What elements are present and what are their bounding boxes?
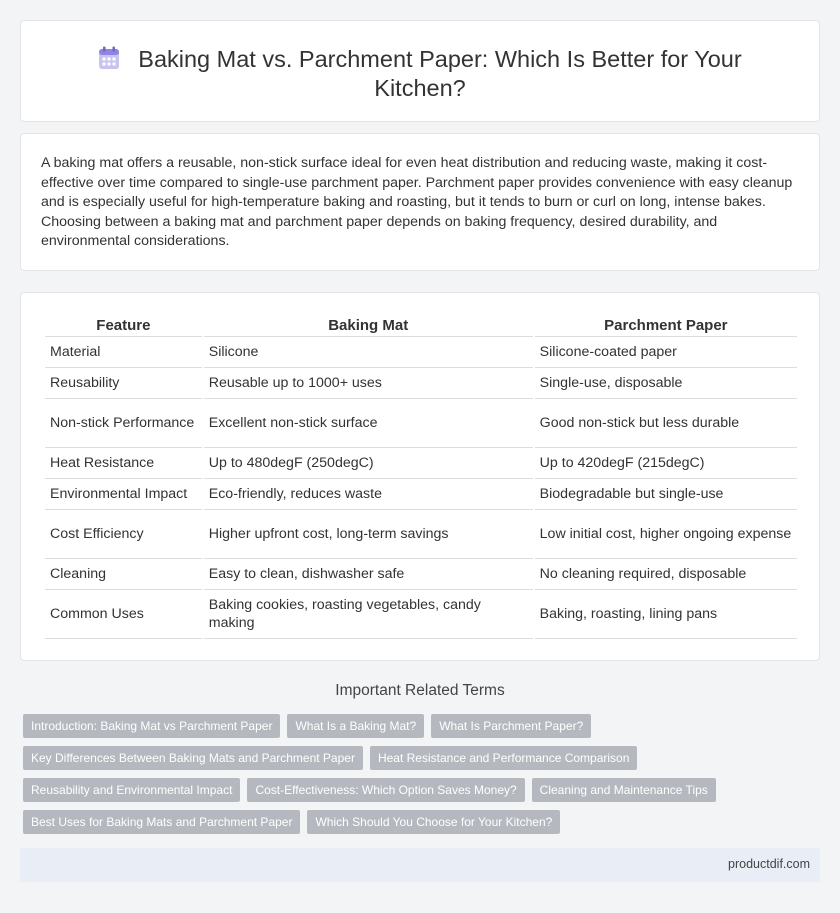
- related-term-tag[interactable]: Best Uses for Baking Mats and Parchment Paper: [23, 810, 300, 834]
- feature-cell: Material: [45, 337, 202, 368]
- header-card: [20, 20, 820, 122]
- header-parchment-paper: Parchment Paper: [535, 315, 797, 337]
- feature-cell: Environmental Impact: [45, 479, 202, 510]
- parchment-cell: Baking, roasting, lining pans: [535, 590, 797, 639]
- intro-paragraph: A baking mat offers a reusable, non-stick surface ideal for even heat distribution and reducing waste, making it cost-effective over time compared to single-use parchment paper. Parchment paper provides convenience with easy cleanup and is especially useful for high-temperature baking and roasting, but it tends to burn or curl on long, intense bakes. Choosing between a baking mat and parchment paper depends on baking frequency, desired durability, and environmental considerations.: [41, 155, 793, 249]
- related-term-tag[interactable]: Heat Resistance and Performance Comparison: [370, 746, 637, 770]
- related-term-tag[interactable]: Key Differences Between Baking Mats and Parchment Paper: [23, 746, 363, 770]
- page-title-block: [21, 45, 819, 103]
- parchment-cell: Silicone-coated paper: [535, 337, 797, 368]
- baking-mat-cell: Higher upfront cost, long-term savings: [204, 510, 533, 559]
- baking-mat-cell: Eco-friendly, reduces waste: [204, 479, 533, 510]
- parchment-cell: Good non-stick but less durable: [535, 399, 797, 448]
- feature-cell: Heat Resistance: [45, 448, 202, 479]
- related-term-tag[interactable]: Reusability and Environmental Impact: [23, 778, 240, 802]
- parchment-cell: Single-use, disposable: [535, 368, 797, 399]
- comparison-table: [43, 315, 799, 639]
- baking-mat-cell: Easy to clean, dishwasher safe: [204, 559, 533, 590]
- table-row: [45, 368, 797, 399]
- comparison-card: [20, 292, 820, 661]
- table-row: [45, 448, 797, 479]
- header-feature: Feature: [45, 315, 202, 337]
- feature-cell: Common Uses: [45, 590, 202, 639]
- page-title: Baking Mat vs. Parchment Paper: Which Is Better for Your Kitchen?: [138, 46, 742, 101]
- parchment-cell: Up to 420degF (215degC): [535, 448, 797, 479]
- table-row: [45, 337, 797, 368]
- baking-mat-cell: Excellent non-stick surface: [204, 399, 533, 448]
- baking-mat-cell: Baking cookies, roasting vegetables, candy making: [204, 590, 533, 639]
- feature-cell: Cost Efficiency: [45, 510, 202, 559]
- parchment-cell: No cleaning required, disposable: [535, 559, 797, 590]
- related-term-tag[interactable]: Introduction: Baking Mat vs Parchment Paper: [23, 714, 280, 738]
- table-row: [45, 559, 797, 590]
- parchment-cell: Biodegradable but single-use: [535, 479, 797, 510]
- header-baking-mat: Baking Mat: [204, 315, 533, 337]
- parchment-cell: Low initial cost, higher ongoing expense: [535, 510, 797, 559]
- table-row: [45, 590, 797, 639]
- baking-mat-cell: Up to 480degF (250degC): [204, 448, 533, 479]
- baking-mat-cell: Silicone: [204, 337, 533, 368]
- footer-site-link[interactable]: productdif.com: [728, 857, 810, 871]
- footer: [20, 848, 820, 882]
- related-term-tag[interactable]: What Is a Baking Mat?: [287, 714, 424, 738]
- table-header-row: [45, 315, 797, 337]
- related-term-tag[interactable]: Cleaning and Maintenance Tips: [532, 778, 716, 802]
- table-row: [45, 479, 797, 510]
- related-term-tag[interactable]: Cost-Effectiveness: Which Option Saves Money?: [247, 778, 524, 802]
- related-term-tag[interactable]: Which Should You Choose for Your Kitchen?: [307, 810, 560, 834]
- baking-mat-cell: Reusable up to 1000+ uses: [204, 368, 533, 399]
- table-row: [45, 510, 797, 559]
- intro-card: [20, 133, 820, 271]
- related-term-tag[interactable]: What Is Parchment Paper?: [431, 714, 591, 738]
- table-row: [45, 399, 797, 448]
- calendar-icon: [98, 46, 120, 70]
- feature-cell: Cleaning: [45, 559, 202, 590]
- feature-cell: Non-stick Performance: [45, 399, 202, 448]
- related-terms-tags: [23, 714, 823, 842]
- related-terms-title: Important Related Terms: [335, 682, 505, 699]
- feature-cell: Reusability: [45, 368, 202, 399]
